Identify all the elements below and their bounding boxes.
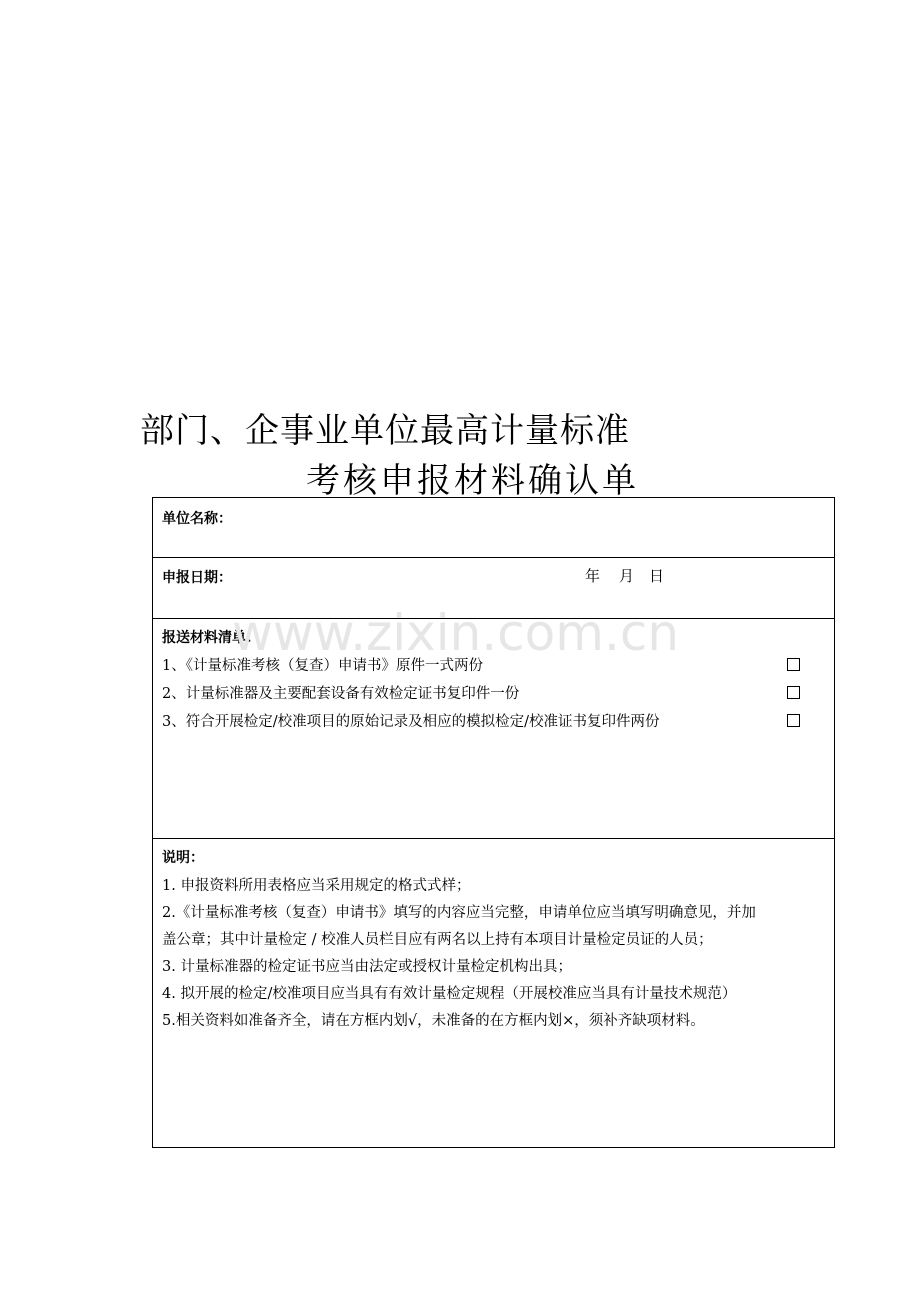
form-title-line-1: 部门、企事业单位最高计量标准 xyxy=(140,411,630,451)
material-item-2: 2、计量标准器及主要配套设备有效检定证书复印件一份 xyxy=(162,686,520,702)
unit-name-row xyxy=(153,498,834,558)
material-3-checkbox[interactable] xyxy=(787,714,800,727)
date-year: 年 xyxy=(585,567,601,585)
note-line-5: 4. 拟开展的检定/校准项目应当具有有效计量检定规程（开展校准应当具有计量技术规范） xyxy=(162,986,737,1002)
date-month: 月 xyxy=(619,567,635,585)
note-line-4: 3. 计量标准器的检定证书应当由法定或授权计量检定机构出具； xyxy=(162,959,572,975)
note-line-6: 5.相关资料如准备齐全，请在方框内划√，未准备的在方框内划×，须补齐缺项材料。 xyxy=(162,1013,705,1029)
date-label: 申报日期： xyxy=(162,570,232,586)
material-item-3: 3、符合开展检定/校准项目的原始记录及相应的模拟检定/校准证书复印件两份 xyxy=(162,714,660,730)
material-1-checkbox[interactable] xyxy=(787,658,800,671)
date-day: 日 xyxy=(649,567,665,585)
note-line-1: 1. 申报资料所用表格应当采用规定的格式式样； xyxy=(162,878,471,894)
material-2-checkbox[interactable] xyxy=(787,686,800,699)
confirmation-form-table xyxy=(152,497,835,1148)
notes-label: 说明： xyxy=(162,850,204,866)
notes-row xyxy=(153,839,834,1147)
note-line-3: 盖公章；其中计量检定 / 校准人员栏目应有两名以上持有本项目计量检定员证的人员； xyxy=(162,932,713,948)
form-title-line-2: 考核申报材料确认单 xyxy=(306,461,639,501)
watermark: www.zixin.com.cn xyxy=(232,604,680,662)
unit-name-label: 单位名称： xyxy=(162,511,232,527)
material-item-1: 1、《计量标准考核（复查）申请书》原件一式两份 xyxy=(162,658,483,674)
materials-label: 报送材料清单： xyxy=(162,630,260,646)
note-line-2: 2.《计量标准考核（复查）申请书》填写的内容应当完整，申请单位应当填写明确意见，并加 xyxy=(162,905,756,921)
